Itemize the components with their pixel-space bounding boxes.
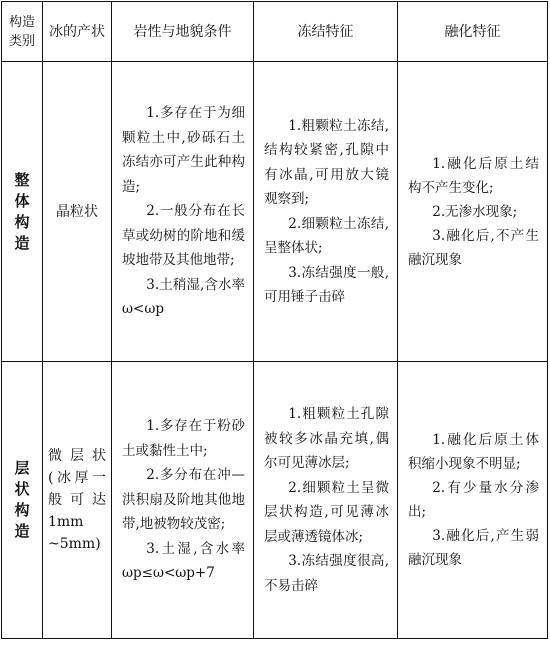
header-conditions: 岩性与地貌条件	[112, 2, 254, 62]
freeze-cell	[254, 362, 398, 639]
freeze-item: 2.细颗粒土冻结,呈整体状;	[264, 215, 389, 256]
table-row	[2, 362, 548, 639]
table-row	[2, 62, 548, 362]
frozen-soil-structure-table	[1, 1, 548, 639]
conditions-item: 2.一般分布在长草或幼树的阶地和缓坡地带及其他地带;	[122, 203, 245, 269]
ice-form-cell	[43, 62, 112, 362]
melt-cell	[398, 362, 548, 639]
row-category: 层状构造	[14, 459, 30, 540]
freeze-cell	[254, 62, 398, 362]
ice-form-text: 晶粒状	[56, 203, 98, 220]
melt-item: 2.无渗水现象;	[432, 203, 518, 220]
header-freeze: 冻结特征	[254, 2, 398, 62]
freeze-item: 3.冻结强度很高,不易击碎	[264, 553, 389, 594]
conditions-cell	[112, 62, 254, 362]
melt-item: 1.融化后原土体积缩小现象不明显;	[408, 432, 539, 472]
conditions-item: 1.多存在于粉砂土或黏性土中;	[122, 418, 245, 459]
freeze-item: 1.粗颗粒土孔隙被较多冰晶充填,偶尔可见薄冰层;	[264, 406, 389, 471]
conditions-item: 2.多分布在冲—洪积扇及阶地其他地带,地被物较茂密;	[122, 467, 245, 533]
conditions-cell	[112, 362, 254, 639]
ice-form-text: 微层状(冰厚一般可达1mm ~5mm)	[48, 448, 106, 552]
melt-item: 1.融化后原土结构不产生变化;	[408, 155, 539, 196]
table-header-row	[2, 2, 548, 62]
melt-item: 3.融化后,产生弱融沉现象	[408, 528, 539, 568]
conditions-item: 3.土湿,含水率ωp≤ω<ωp+7	[122, 540, 245, 582]
freeze-item: 3.冻结强度一般,可用锤子击碎	[264, 264, 389, 305]
row-category-cell	[2, 362, 43, 639]
conditions-item: 1.多存在于为细颗粒土中,砂砾石土冻结亦可产生此种构造;	[122, 105, 245, 195]
header-category-text: 构造类别	[8, 14, 35, 49]
freeze-item: 2.细颗粒土呈微层状构造,可见薄冰层或薄透镜体冰;	[264, 479, 389, 545]
header-ice-form: 冰的产状	[43, 2, 112, 62]
header-category	[2, 2, 43, 62]
header-melt: 融化特征	[398, 2, 548, 62]
ice-form-cell	[43, 362, 112, 639]
conditions-item: 3.土稍湿,含水率ω<ωp	[122, 276, 245, 318]
row-category-cell	[2, 62, 43, 362]
melt-item: 2.有少量水分渗出;	[408, 480, 539, 520]
melt-cell	[398, 62, 548, 362]
melt-item: 3.融化后,不产生融沉现象	[408, 227, 539, 268]
row-category: 整体构造	[14, 170, 30, 252]
freeze-item: 1.粗颗粒土冻结,结构较紧密,孔隙中有冰晶,可用放大镜观察到;	[264, 117, 389, 207]
